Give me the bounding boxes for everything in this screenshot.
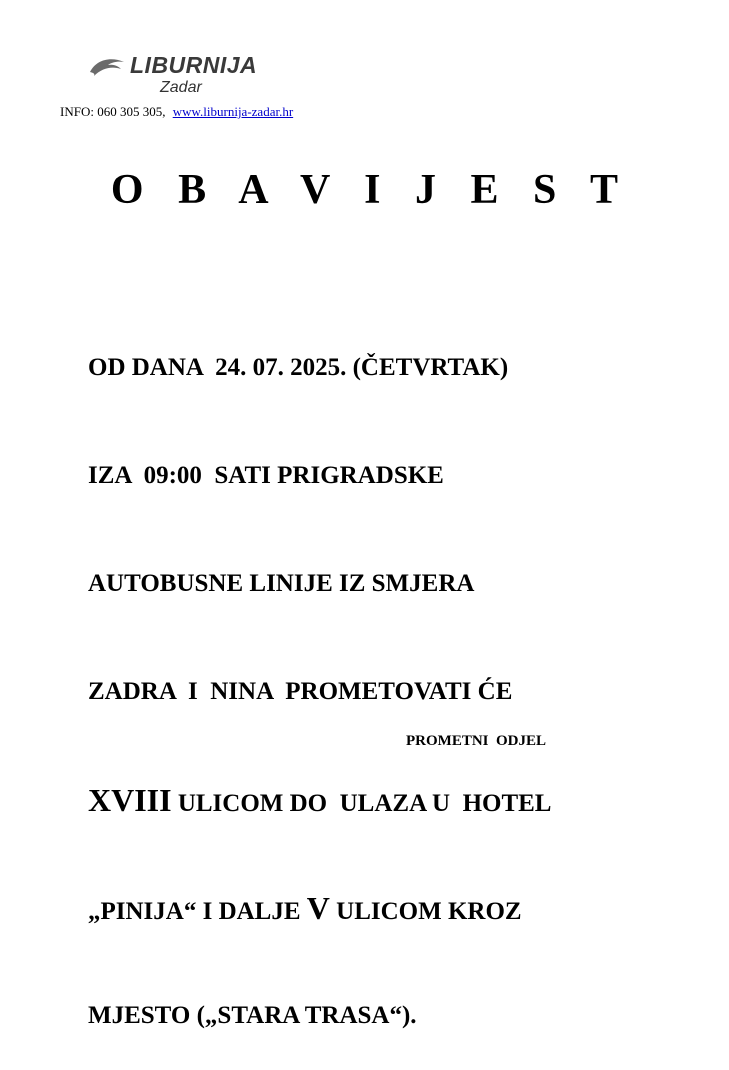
notice-line-6-start: „PINIJA“ I DALJE <box>88 898 307 925</box>
street-v: V <box>306 890 330 926</box>
notice-line-3: AUTOBUSNE LINIJE IZ SMJERA <box>88 570 475 597</box>
notice-line-6-rest: ULICOM KROZ <box>329 898 522 925</box>
notice-line-7: MJESTO („STARA TRASA“). <box>88 1002 417 1029</box>
notice-line-1: OD DANA 24. 07. 2025. (ČETVRTAK) <box>88 354 509 381</box>
notice-line-5 <box>88 782 688 818</box>
signature: PROMETNI ODJEL <box>406 733 547 749</box>
notice-body <box>88 278 688 1070</box>
notice-line-2: IZA 09:00 SATI PRIGRADSKE <box>88 462 444 489</box>
info-phone: INFO: 060 305 305, <box>60 104 166 119</box>
street-xviii: XVIII <box>88 782 172 818</box>
notice-line-4: ZADRA I NINA PROMETOVATI ĆE <box>88 678 513 705</box>
brand-city: Zadar <box>160 79 202 96</box>
notice-line-5-rest: ULICOM DO ULAZA U HOTEL <box>171 790 552 817</box>
dolphin-logo-icon <box>88 54 128 82</box>
notice-line-6 <box>88 890 688 926</box>
company-logo <box>88 48 258 108</box>
website-link[interactable]: www.liburnija-zadar.hr <box>172 104 294 119</box>
brand-name: LIBURNIJA <box>130 52 258 78</box>
contact-info <box>60 104 293 120</box>
notice-title: O B A V I J E S T <box>110 167 631 213</box>
